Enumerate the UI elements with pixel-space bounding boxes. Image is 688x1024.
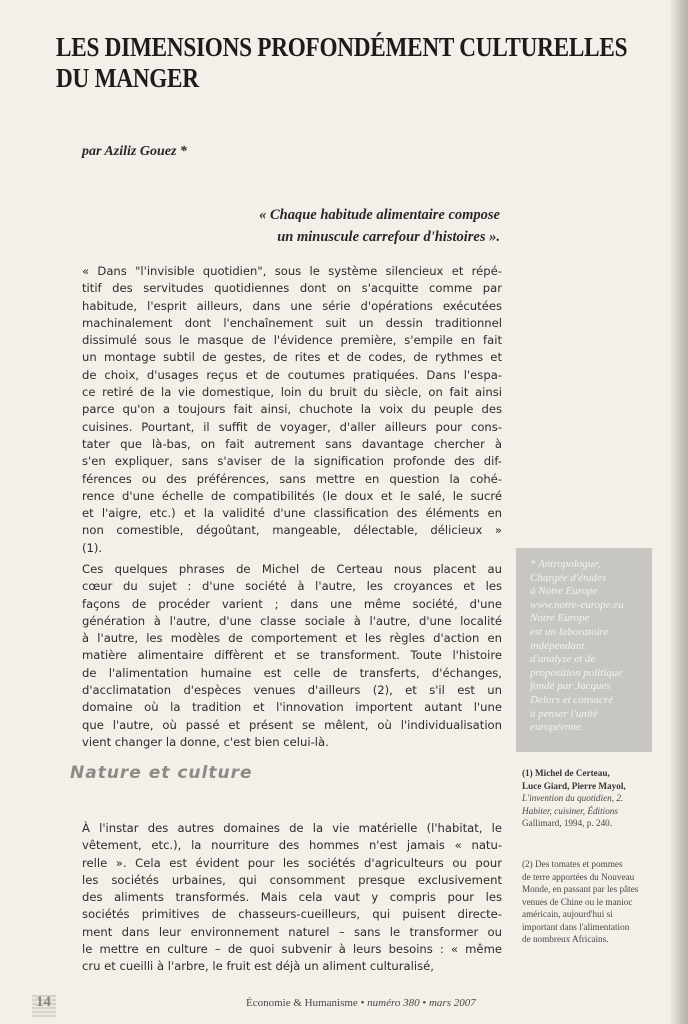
text-line: de terre apportées du Nouveau — [522, 871, 635, 882]
epigraph-line: un minuscule carrefour d'histoires ». — [277, 229, 500, 245]
page-number: 14 — [36, 994, 51, 1010]
text-line: un montage subtil de gestes, de rites et de codes, de rythmes et — [82, 350, 502, 365]
footnote-line: Gallimard, 1994, p. 240. — [522, 818, 613, 828]
text-line: de choix, d'usages reçus et de coutumes pratiquées. Dans l'espa- — [82, 367, 502, 382]
text-line: Delors et consacré — [530, 693, 614, 706]
text-line: fondé par Jacques — [530, 680, 611, 693]
title-line: DU MANGER — [56, 63, 199, 93]
title-line: LES DIMENSIONS PROFONDÉMENT CULTURELLES — [56, 32, 628, 62]
paragraph-3 — [82, 820, 502, 976]
author-byline: par Aziliz Gouez * — [82, 144, 187, 159]
section-heading: Nature et culture — [70, 763, 253, 783]
text-line: important dans l'alimentation — [522, 921, 630, 932]
text-line: Chargée d'études — [530, 571, 607, 584]
text-line: À l'instar des autres domaines de la vie matérielle (l'habitat, le — [82, 821, 502, 835]
text-line: rence d'une échelle de compatibilités (le doux et le salé, le sucré — [82, 488, 502, 503]
text-line: des aliments transformés. Mais cela vaut y compris pour les — [82, 890, 502, 905]
author-note-text — [516, 548, 652, 735]
page-footer — [246, 997, 476, 1009]
text-line: vient changer la donne, c'est bien celui-là. — [82, 734, 329, 749]
paragraph-1 — [82, 263, 502, 557]
text-line: d'analyse et de — [530, 653, 596, 666]
text-line: domaine où la tradition et l'innovation importent autant l'une — [82, 700, 502, 715]
text-line: férences ou des préférences, sans mettre en question la cohé- — [82, 471, 502, 486]
text-line: non comestible, dégoûtant, mangeable, délectable, délicieux » — [82, 523, 502, 538]
text-line: les sociétés urbaines, qui consomment presque exclusivement — [82, 872, 502, 887]
text-line: à l'autre, les modèles de comportement et les règles d'action en — [82, 631, 502, 646]
text-line: cuisines. Pourtant, il suffit de voyager, d'aller ailleurs pour cons- — [82, 419, 502, 434]
text-line: tater que là-bas, on fait autrement sans davantage chercher à — [82, 436, 502, 451]
journal-name: Économie & Humanisme — [246, 997, 358, 1009]
footer-separator: • — [422, 997, 427, 1009]
text-line: Monde, en passant par les pâtes — [522, 884, 639, 894]
article-title — [56, 32, 628, 94]
author-note-box — [516, 548, 652, 752]
issue-date: mars 2007 — [428, 997, 476, 1009]
text-line: ce retiré de la vie domestique, loin du bruit du siècle, on fait ainsi — [82, 385, 502, 400]
text-line: matière alimentaire diffèrent et se transforment. Toute l'histoire — [82, 648, 502, 663]
text-line: venues de Chine ou le manioc — [522, 896, 633, 907]
text-line: génération à l'autre, d'une classe sociale à l'autre, d'une localité — [82, 613, 502, 628]
text-line: vêtement, etc.), la nourriture des hommes n'est jamais « natu- — [82, 838, 502, 853]
issue-number: numéro 380 — [367, 997, 420, 1009]
text-line: (2) Des tomates et pommes — [522, 859, 623, 869]
text-line: Ces quelques phrases de Michel de Certeau nous placent au — [82, 562, 502, 576]
footer-separator: • — [360, 997, 365, 1009]
text-line: et l'aigre, etc.) et la validité d'une classification des éléments en — [82, 506, 502, 521]
text-line: à Notre Europe — [530, 585, 598, 598]
text-line: sociétés primitives de chasseurs-cueilleurs, qui puisent directe- — [82, 907, 502, 922]
text-line: parce qu'on a toujours fait ainsi, chuchote la voix du peuple des — [82, 402, 502, 417]
text-line: est un laboratoire — [530, 625, 609, 638]
text-line: que l'autre, où passé et présent se mêlent, où l'individualisation — [82, 717, 502, 732]
page-binding-shadow — [670, 0, 688, 1024]
text-line: titif des servitudes quotidiennes dont on s'acquitte comme par — [82, 281, 502, 296]
text-line: proposition politique — [530, 666, 623, 679]
text-line: de nombreux Africains. — [522, 934, 609, 944]
text-line: (1). — [82, 540, 103, 555]
footnote-line: L'invention du quotidien, 2. — [522, 793, 624, 803]
text-line: « Dans "l'invisible quotidien", sous le système silencieux et répé- — [82, 264, 502, 278]
text-line: à penser l'unité — [530, 707, 598, 720]
epigraph-quote — [259, 204, 500, 248]
text-line: s'en expliquer, sans s'aviser de la signification profonde des dif- — [82, 454, 502, 469]
text-line: habitude, l'esprit ailleurs, dans une série d'opérations exécutées — [82, 298, 502, 313]
text-line: dissimulé sous le masque de l'évidence première, s'empile en fait — [82, 333, 502, 348]
text-line: cœur du sujet : d'une société à l'autre, les croyances et les — [82, 579, 502, 594]
text-line: cru et cueilli à l'arbre, le fruit est déjà un aliment culturalisé, — [82, 959, 434, 974]
footnote-1 — [522, 767, 652, 830]
epigraph-line: « Chaque habitude alimentaire compose — [259, 207, 500, 223]
text-line: indépendant — [530, 639, 585, 652]
footnote-line: (1) Michel de Certeau, — [522, 768, 610, 778]
footnote-line: Habiter, cuisiner, Éditions — [522, 805, 618, 816]
footnote-2 — [522, 858, 652, 946]
text-line: machinalement dont l'enchaînement suit un dessin traditionnel — [82, 315, 502, 330]
text-line: d'acclimatation d'espèces venues d'ailleurs (2), et s'il est un — [82, 683, 502, 698]
text-line: relle ». Cela est évident pour les sociétés d'agriculteurs ou pour — [82, 855, 502, 870]
text-line: le mettre en culture – de quoi subvenir à leurs besoins : « même — [82, 942, 502, 957]
paragraph-2 — [82, 561, 502, 751]
text-line: européenne. — [530, 721, 584, 734]
text-line: de l'alimentation humaine est celle de transferts, d'échanges, — [82, 665, 502, 680]
footnote-line: Luce Giard, Pierre Mayol, — [522, 780, 626, 791]
text-line: ment dans leur environnement naturel – sans le transformer ou — [82, 924, 502, 939]
text-line: américain, aujourd'hui si — [522, 909, 613, 919]
text-line: façons de procéder varient ; dans une même société, d'une — [82, 596, 502, 611]
text-line: Notre Europe — [530, 612, 590, 625]
text-line: www.notre-europe.eu — [530, 598, 624, 611]
text-line: * Antropologue, — [530, 558, 601, 570]
